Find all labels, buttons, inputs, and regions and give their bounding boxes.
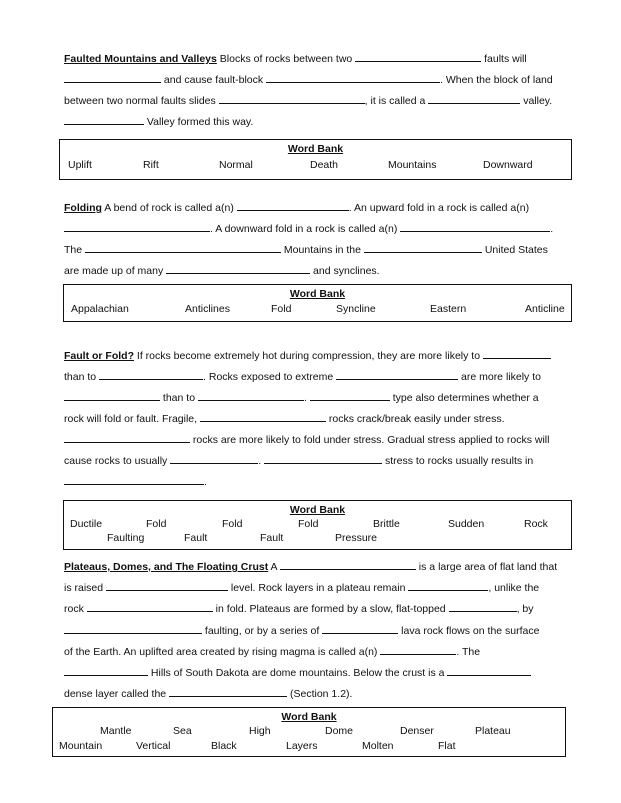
- text: of the Earth. An uplifted area created by rising magma is called a(n): [64, 646, 381, 658]
- text: , unlike the: [488, 582, 540, 594]
- fault-fold-line-1: [64, 348, 551, 363]
- word-bank-title: Word Bank: [281, 711, 337, 723]
- answer-blank[interactable]: [447, 665, 531, 676]
- folding-line-1: [64, 200, 529, 215]
- word-bank-item: Appalachian: [71, 303, 129, 315]
- word-bank-3: [63, 500, 572, 550]
- answer-blank[interactable]: [106, 580, 228, 591]
- text: Valley formed this way.: [144, 116, 254, 128]
- answer-blank[interactable]: [483, 348, 551, 359]
- word-bank-item: Sudden: [448, 518, 485, 530]
- answer-blank[interactable]: [364, 242, 482, 253]
- text: level. Rock layers in a plateau remain: [228, 582, 409, 594]
- text: valley.: [520, 95, 553, 107]
- answer-blank[interactable]: [280, 559, 416, 570]
- answer-blank[interactable]: [264, 453, 382, 464]
- answer-blank[interactable]: [198, 390, 304, 401]
- answer-blank[interactable]: [336, 369, 458, 380]
- faulted-line-2: [64, 72, 553, 87]
- answer-blank[interactable]: [87, 601, 213, 612]
- word-bank-4: [52, 707, 566, 757]
- answer-blank[interactable]: [64, 474, 204, 485]
- faulted-line-3: [64, 93, 552, 108]
- faulted-line-1: [64, 51, 527, 66]
- word-bank-item: Faulting: [107, 532, 145, 544]
- word-bank-item: Syncline: [336, 303, 376, 315]
- word-bank-item: Fold: [298, 518, 319, 530]
- text: are more likely to: [458, 371, 541, 383]
- word-bank-item: Rock: [524, 518, 548, 530]
- text: cause rocks to usually: [64, 455, 171, 467]
- word-bank-item: Brittle: [373, 518, 400, 530]
- text: (Section 1.2).: [287, 688, 353, 700]
- word-bank-item: Fold: [222, 518, 243, 530]
- answer-blank[interactable]: [428, 93, 520, 104]
- text: . A downward fold in a rock is called a(n): [210, 223, 401, 235]
- word-bank-item: Uplift: [68, 159, 92, 171]
- text: Blocks of rocks between two: [216, 53, 356, 65]
- answer-blank[interactable]: [169, 686, 287, 697]
- text: stress to rocks usually results in: [382, 455, 534, 467]
- text: is raised: [64, 582, 107, 594]
- text: .: [204, 476, 207, 488]
- answer-blank[interactable]: [64, 623, 202, 634]
- folding-heading: Folding: [64, 202, 102, 214]
- word-bank-item: Fault: [184, 532, 208, 544]
- word-bank-title: Word Bank: [289, 504, 346, 516]
- word-bank-item: Sea: [173, 725, 192, 737]
- word-bank-item: Vertical: [136, 740, 171, 752]
- word-bank-item: Fold: [146, 518, 167, 530]
- text: lava rock flows on the surface: [398, 625, 540, 637]
- answer-blank[interactable]: [449, 601, 517, 612]
- word-bank-1: [59, 139, 572, 180]
- plateaus-heading: Plateaus, Domes, and The Floating Crust: [64, 561, 269, 573]
- word-bank-item: Anticlines: [185, 303, 230, 315]
- text: dense layer called the: [64, 688, 170, 700]
- plateaus-line-4: [64, 623, 539, 638]
- text: , it is called a: [364, 95, 429, 107]
- word-bank-item: Anticline: [525, 303, 565, 315]
- answer-blank[interactable]: [408, 580, 488, 591]
- answer-blank[interactable]: [166, 263, 310, 274]
- text: rock: [64, 603, 87, 615]
- text: . The: [456, 646, 481, 658]
- folding-line-4: [64, 263, 380, 278]
- text: and synclines.: [310, 265, 380, 277]
- fault-fold-line-4: [64, 411, 505, 426]
- plateaus-line-7: [64, 686, 352, 701]
- text: rock will fold or fault. Fragile,: [64, 413, 200, 425]
- text: faults will: [481, 53, 527, 65]
- plateaus-line-2: [64, 580, 539, 595]
- word-bank-item: Denser: [400, 725, 434, 737]
- text: A: [268, 561, 280, 573]
- answer-blank[interactable]: [219, 93, 365, 104]
- fault-fold-line-7: [64, 474, 207, 489]
- folding-line-2: [64, 221, 553, 236]
- text: . When the block of land: [440, 74, 553, 86]
- answer-blank[interactable]: [380, 644, 456, 655]
- plateaus-line-3: [64, 601, 534, 616]
- text: are made up of many: [64, 265, 167, 277]
- plateaus-line-6: [64, 665, 531, 680]
- text: United States: [481, 244, 548, 256]
- answer-blank[interactable]: [64, 72, 161, 83]
- answer-blank[interactable]: [64, 114, 144, 125]
- word-bank-item: Mantle: [100, 725, 132, 737]
- text: , by: [516, 603, 534, 615]
- answer-blank[interactable]: [85, 242, 281, 253]
- answer-blank[interactable]: [310, 390, 390, 401]
- faulted-heading: Faulted Mountains and Valleys: [64, 53, 217, 65]
- word-bank-item: Black: [211, 740, 237, 752]
- word-bank-item: Molten: [362, 740, 394, 752]
- word-bank-item: Rift: [143, 159, 159, 171]
- text: .: [258, 455, 265, 467]
- answer-blank[interactable]: [99, 369, 203, 380]
- text: A bend of rock is called a(n): [101, 202, 237, 214]
- fault-fold-line-3: [64, 390, 539, 405]
- text: . Rocks exposed to extreme: [203, 371, 337, 383]
- word-bank-item: Flat: [438, 740, 456, 752]
- word-bank-item: Layers: [286, 740, 318, 752]
- word-bank-title: Word Bank: [289, 288, 346, 300]
- fault-fold-line-2: [64, 369, 541, 384]
- answer-blank[interactable]: [64, 665, 148, 676]
- fault-fold-line-6: [64, 453, 533, 468]
- word-bank-title: Word Bank: [287, 143, 344, 155]
- text: If rocks become extremely hot during compression, they are more likely to: [134, 350, 483, 362]
- word-bank-item: Mountain: [59, 740, 103, 752]
- text: . An upward fold in a rock is called a(n): [348, 202, 530, 214]
- plateaus-line-5: [64, 644, 480, 659]
- answer-blank[interactable]: [266, 72, 440, 83]
- fault-fold-heading: Fault or Fold?: [64, 350, 134, 362]
- word-bank-item: Pressure: [335, 532, 378, 544]
- word-bank-item: Dome: [325, 725, 354, 737]
- answer-blank[interactable]: [170, 453, 258, 464]
- answer-blank[interactable]: [200, 411, 326, 422]
- text: The: [64, 244, 86, 256]
- answer-blank[interactable]: [322, 623, 398, 634]
- text: and cause fault-block: [161, 74, 267, 86]
- word-bank-item: Downward: [483, 159, 533, 171]
- word-bank-item: Normal: [219, 159, 253, 171]
- answer-blank[interactable]: [400, 221, 550, 232]
- text: rocks crack/break easily under stress.: [325, 413, 505, 425]
- text: between two normal faults slides: [64, 95, 219, 107]
- text: is a large area of flat land that: [415, 561, 558, 573]
- word-bank-item: High: [249, 725, 271, 737]
- text: faulting, or by a series of: [202, 625, 323, 637]
- answer-blank[interactable]: [237, 200, 349, 211]
- text: than to: [64, 371, 100, 383]
- word-bank-item: Fault: [260, 532, 284, 544]
- answer-blank[interactable]: [64, 221, 210, 232]
- text: Mountains in the: [281, 244, 364, 256]
- text: .: [550, 223, 554, 235]
- faulted-line-4: [64, 114, 253, 129]
- text: in fold. Plateaus are formed by a slow, flat-topped: [212, 603, 449, 615]
- text: rocks are more likely to fold under stress. Gradual stress applied to rocks will: [190, 434, 550, 446]
- text: type also determines whether a: [389, 392, 539, 404]
- plateaus-line-1: [64, 559, 557, 574]
- answer-blank[interactable]: [64, 390, 160, 401]
- word-bank-item: Mountains: [388, 159, 437, 171]
- word-bank-item: Death: [310, 159, 339, 171]
- word-bank-item: Plateau: [475, 725, 511, 737]
- word-bank-item: Eastern: [430, 303, 467, 315]
- text: .: [303, 392, 310, 404]
- folding-line-3: [64, 242, 548, 257]
- word-bank-item: Fold: [271, 303, 292, 315]
- text: than to: [160, 392, 198, 404]
- word-bank-item: Ductile: [70, 518, 103, 530]
- word-bank-2: [63, 284, 572, 322]
- answer-blank[interactable]: [355, 51, 481, 62]
- fault-fold-line-5: [64, 432, 549, 447]
- text: Hills of South Dakota are dome mountains. Below the crust is a: [148, 667, 448, 679]
- answer-blank[interactable]: [64, 432, 190, 443]
